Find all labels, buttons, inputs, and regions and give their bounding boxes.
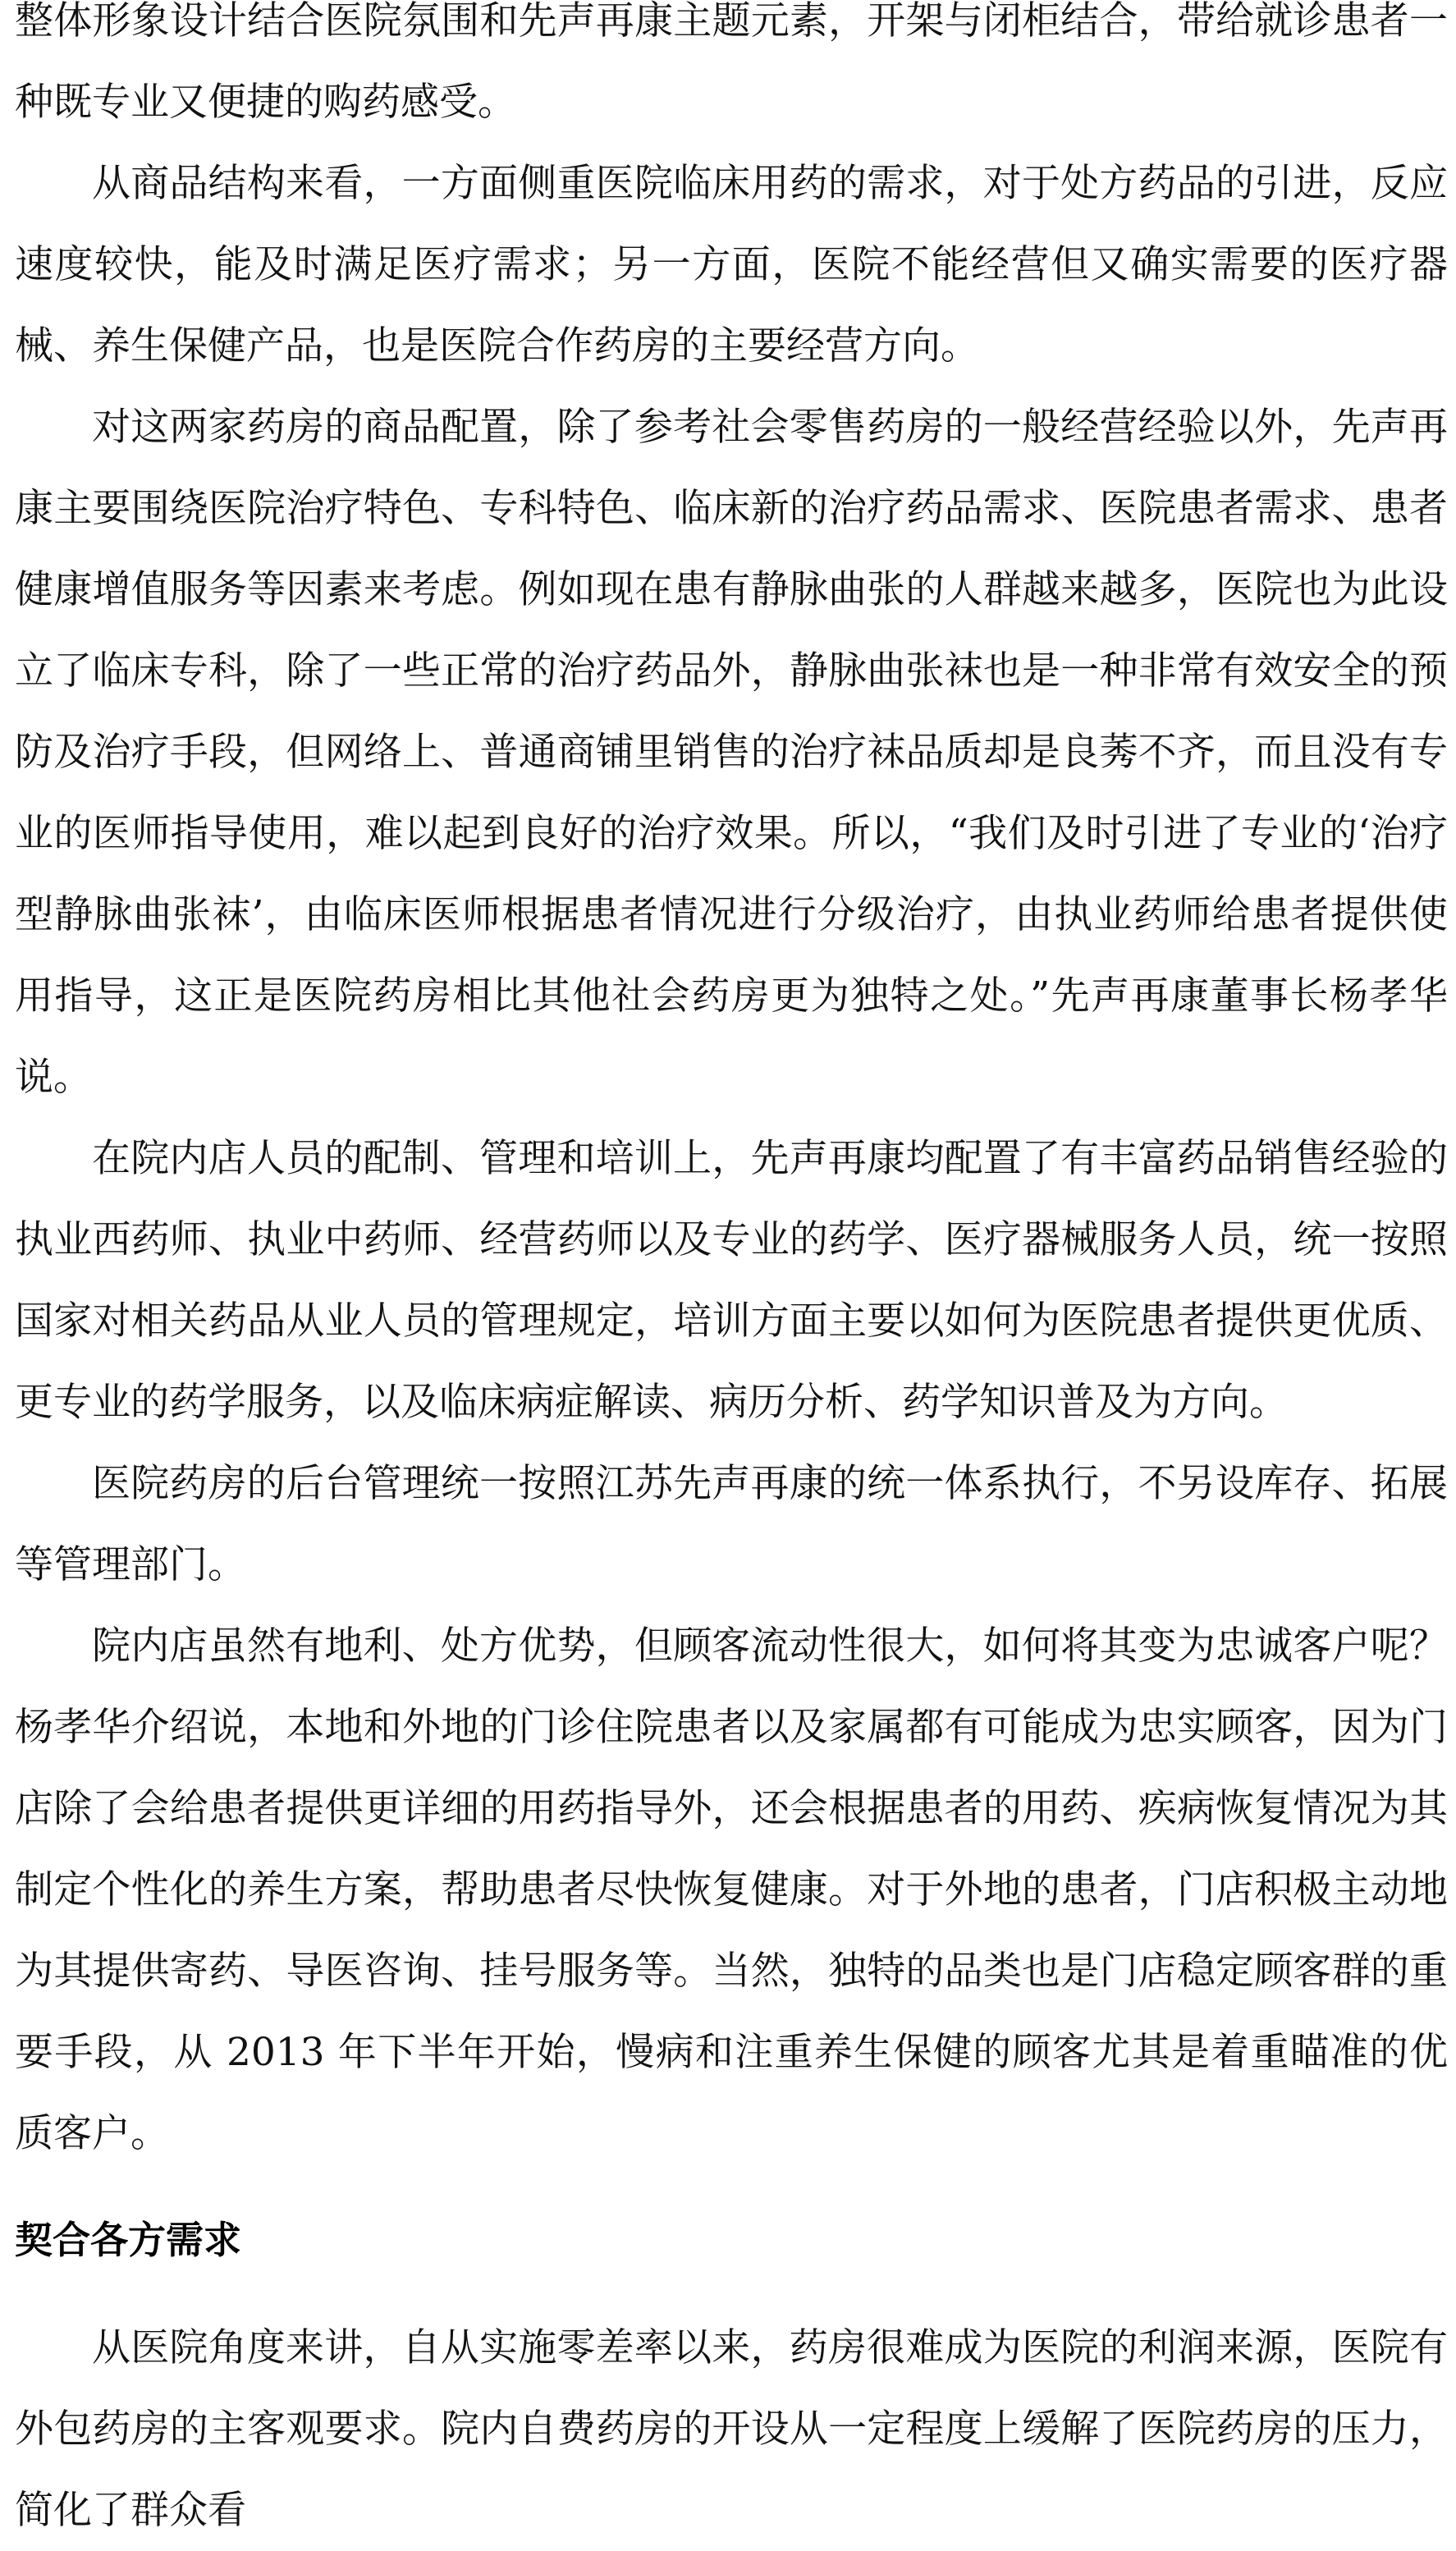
section-heading: 契合各方需求 xyxy=(15,2218,241,2262)
paragraph-product-configuration: 对这两家药房的商品配置，除了参考社会零售药房的一般经营经验以外，先声再康主要围绕医院治疗特色、专科特色、临床新的治疗药品需求、医院患者需求、患者健康增值服务等因素来考虑。例如现在患有静脉曲张的人群越来越多，医院也为此设立了临床专科，除了一些正常的治疗药品外，静脉曲张袜也是一种非常有效安全的预防及治疗手段，但网络上、普通商铺里销售的治疗袜品质却是良莠不齐，而且没有专业的医师指导使用，难以起到良好的治疗效果。所以，“我们及时引进了专业的‘治疗型静脉曲张袜’，由临床医师根据患者情况进行分级治疗，由执业药师给患者提供使用指导，这正是医院药房相比其他社会药房更为独特之处。”先声再康董事长杨孝华说。 xyxy=(15,405,1448,1100)
paragraph-staffing: 在院内店人员的配制、管理和培训上，先声再康均配置了有丰富药品销售经验的执业西药师、执业中药师、经营药师以及专业的药学、医疗器械服务人员，统一按照国家对相关药品从业人员的管理规定，培训方面主要以如何为医院患者提供更优质、更专业的药学服务，以及临床病症解读、病历分析、药学知识普及为方向。 xyxy=(15,1136,1448,1425)
paragraph-customer-loyalty: 院内店虽然有地利、处方优势，但顾客流动性很大，如何将其变为忠诚客户呢？杨孝华介绍说，本地和外地的门诊住院患者以及家属都有可能成为忠实顾客，因为门店除了会给患者提供更详细的用药指导外，还会根据患者的用药、疾病恢复情况为其制定个性化的养生方案，帮助患者尽快恢复健康。对于外地的患者，门店积极主动地为其提供寄药、导医咨询、挂号服务等。当然，独特的品类也是门店稳定顾客群的重要手段，从 2013 年下半年开始，慢病和注重养生保健的顾客尤其是着重瞄准的优质客户。 xyxy=(15,1624,1448,2156)
paragraph-product-structure: 从商品结构来看，一方面侧重医院临床用药的需求，对于处方药品的引进，反应速度较快，能及时满足医疗需求；另一方面，医院不能经营但又确实需要的医疗器械、养生保健产品，也是医院合作药房的主要经营方向。 xyxy=(15,161,1448,369)
paragraph-hospital-perspective: 从医院角度来讲，自从实施零差率以来，药房很难成为医院的利润来源，医院有外包药房的主客观要求。院内自费药房的开设从一定程度上缓解了医院药房的压力，简化了群众看 xyxy=(15,2325,1448,2533)
paragraph-design: 整体形象设计结合医院氛围和先声再康主题元素，开架与闭柜结合，带给就诊患者一种既专业又便捷的购药感受。 xyxy=(15,0,1448,125)
paragraph-backend-management: 医院药房的后台管理统一按照江苏先声再康的统一体系执行，不另设库存、拓展等管理部门。 xyxy=(15,1461,1448,1587)
